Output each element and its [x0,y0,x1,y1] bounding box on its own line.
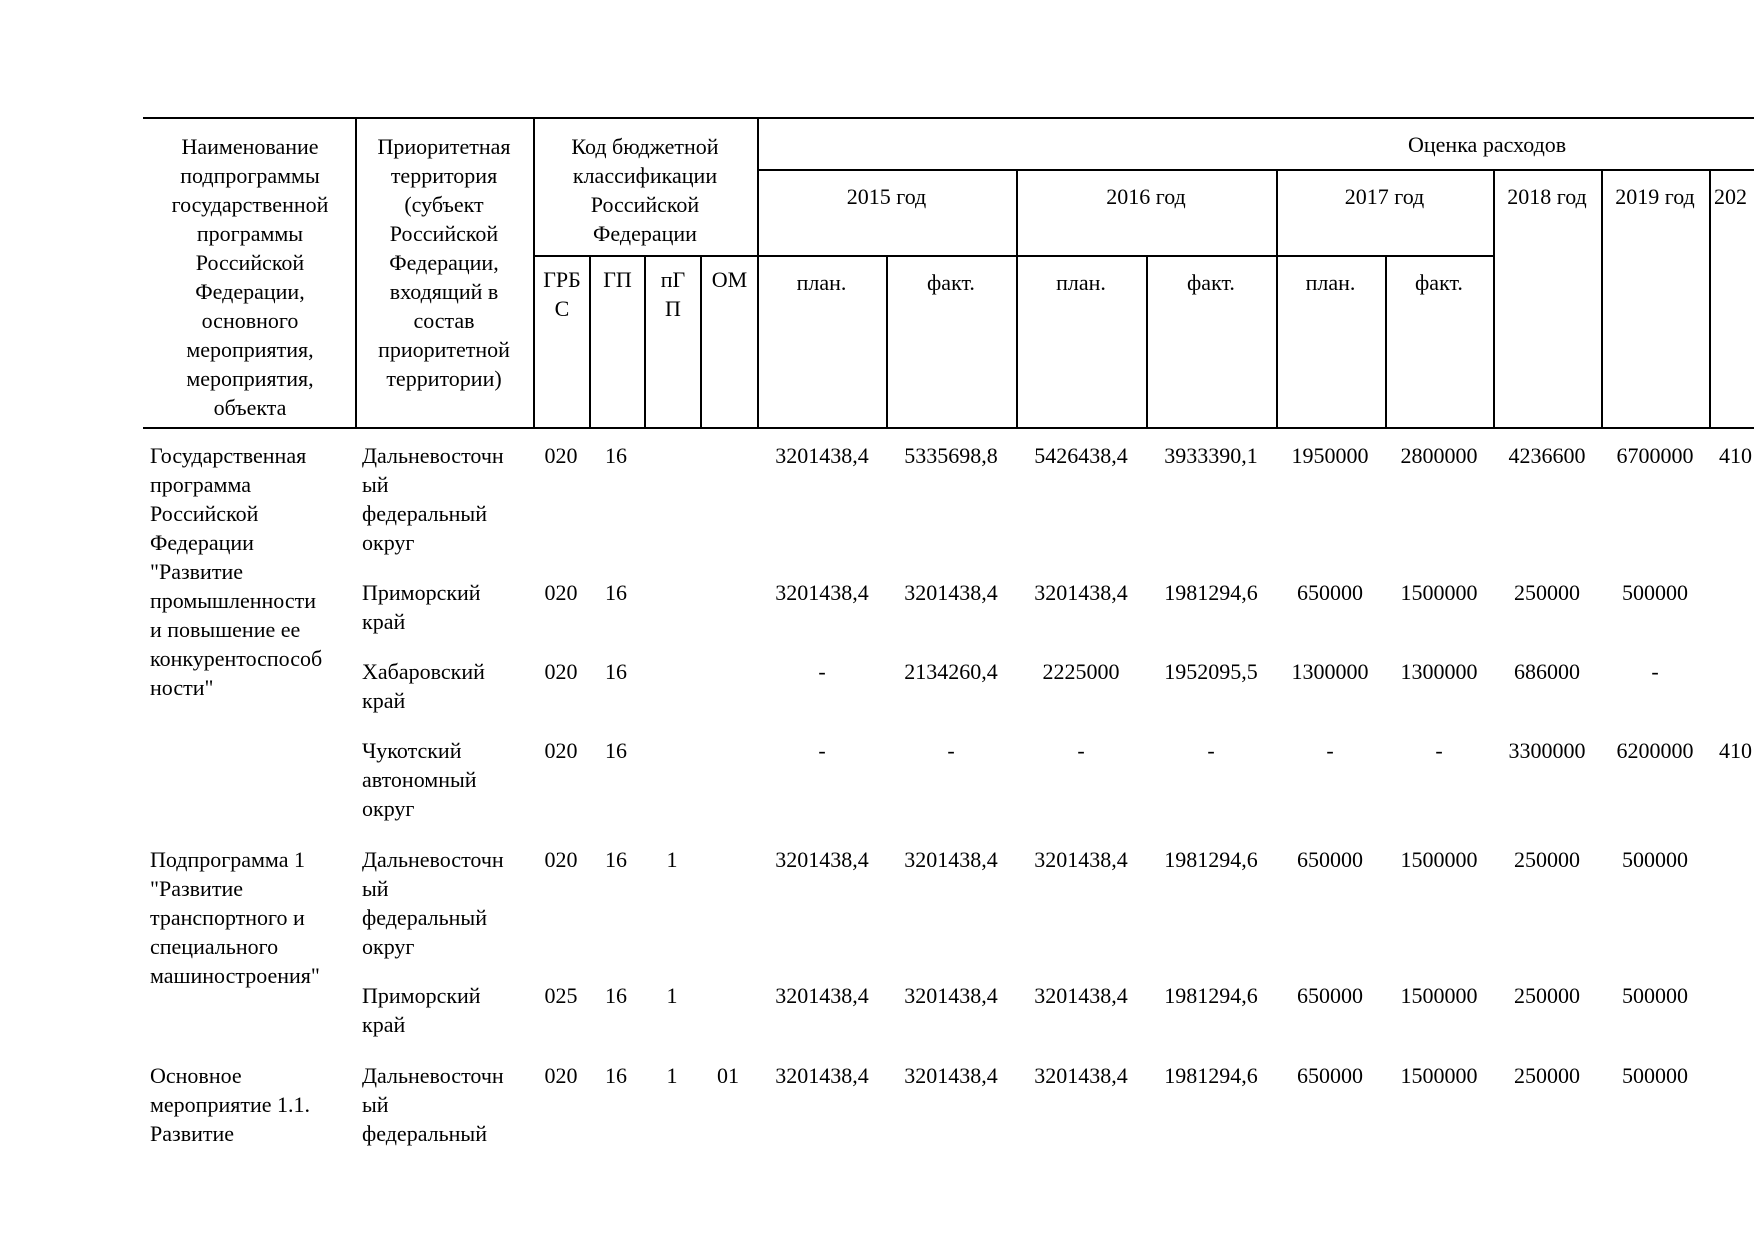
header-fact: факт. [1415,270,1463,295]
row-territory: Приморский край [362,580,481,634]
row-value: 3201438,4 [904,580,998,605]
row-value: 1500000 [1400,847,1478,872]
row-value: 3201438,4 [775,847,869,872]
row-value: 3201438,4 [1034,847,1128,872]
row-value: - [1077,738,1085,763]
header-code-pgp: пГ П [660,267,686,321]
row-value: 3201438,4 [775,580,869,605]
header-plan: план. [796,270,847,295]
row-value: 3201438,4 [904,847,998,872]
group-name: Государственная программа Российской Федерации "Развитие промышленности и повышение ее конкурентоспособ ности" [150,443,323,700]
header-code-grbs: ГРБ С [543,267,581,321]
row-value: 650000 [1297,847,1363,872]
header-code-gp: ГП [603,267,632,292]
row-value: 500000 [1622,847,1688,872]
group-name: Основное мероприятие 1.1. Развитие [150,1063,311,1146]
row-code: 16 [605,738,627,763]
row-value: - [947,738,955,763]
header-bottom-border [143,427,1754,429]
header-year-2020: 202 [1714,184,1747,209]
row-value: - [818,738,826,763]
row-value: - [1207,738,1215,763]
row-value: 410 [1719,738,1752,763]
row-code: 020 [544,847,578,872]
row-value: 3201438,4 [1034,580,1128,605]
row-code: 16 [605,443,627,468]
row-value: - [818,659,826,684]
table-top-border [143,117,1754,119]
header-year-2018: 2018 год [1507,184,1587,209]
year-header-rule [757,255,1494,257]
row-value: 3300000 [1508,738,1586,763]
row-value: 650000 [1297,1063,1363,1088]
row-value: - [1435,738,1443,763]
row-value: 500000 [1622,1063,1688,1088]
row-value: 3201438,4 [775,443,869,468]
row-value: 1300000 [1400,659,1478,684]
row-value: 2225000 [1042,659,1120,684]
group-name: Подпрограмма 1 "Развитие транспортного и специального машиностроения" [150,847,320,988]
header-code-om: ОМ [711,267,748,292]
header-fact: факт. [927,270,975,295]
row-value: 1952095,5 [1164,659,1258,684]
row-territory: Приморский край [362,983,481,1037]
header-year-2017: 2017 год [1344,184,1425,209]
row-code: 025 [544,983,578,1008]
row-code: 1 [666,1063,678,1088]
header-territory: Приоритетная территория (субъект Российской Федерации, входящий в состав приоритетной территории) [377,134,511,391]
row-value: 2800000 [1400,443,1478,468]
row-territory: Дальневосточн ый федеральный [362,1063,504,1146]
row-territory: Дальневосточн ый федеральный округ [362,443,504,555]
row-value: 500000 [1622,580,1688,605]
row-value: 5335698,8 [904,443,998,468]
row-value: 3201438,4 [904,1063,998,1088]
row-value: 1500000 [1400,983,1478,1008]
row-value: 1981294,6 [1164,847,1258,872]
row-value: 686000 [1514,659,1580,684]
header-year-2015: 2015 год [846,184,927,209]
row-value: 1500000 [1400,1063,1478,1088]
header-plan: план. [1305,270,1356,295]
row-territory: Чукотский автономный округ [362,738,477,821]
row-value: 250000 [1514,1063,1580,1088]
row-value: 250000 [1514,847,1580,872]
row-value: 3201438,4 [904,983,998,1008]
row-value: 4236600 [1508,443,1586,468]
row-value: 3201438,4 [775,983,869,1008]
row-value: 250000 [1514,983,1580,1008]
col-divider [1709,169,1711,427]
row-code: 020 [544,659,578,684]
row-code: 16 [605,983,627,1008]
row-value: 1950000 [1291,443,1369,468]
row-value: 650000 [1297,983,1363,1008]
row-value: 1981294,6 [1164,983,1258,1008]
row-value: 1300000 [1291,659,1369,684]
row-value: 3201438,4 [1034,1063,1128,1088]
row-value: 500000 [1622,983,1688,1008]
row-value: 3201438,4 [1034,983,1128,1008]
subheader-rule [757,169,1754,171]
row-value: 6700000 [1616,443,1694,468]
row-code: 16 [605,1063,627,1088]
header-budget-code: Код бюджетной классификации Российской Федерации [571,134,719,246]
row-code: 16 [605,847,627,872]
row-value: 6200000 [1616,738,1694,763]
row-value: 3933390,1 [1164,443,1258,468]
row-value: 1981294,6 [1164,1063,1258,1088]
row-value: - [1651,659,1659,684]
row-code: 020 [544,1063,578,1088]
row-value: 1500000 [1400,580,1478,605]
row-code: 16 [605,659,627,684]
row-code: 1 [666,983,678,1008]
row-code: 020 [544,580,578,605]
row-code: 020 [544,738,578,763]
row-value: 5426438,4 [1034,443,1128,468]
row-value: 2134260,4 [904,659,998,684]
row-value: - [1326,738,1334,763]
header-name: Наименование подпрограммы государственной программы Российской Федерации, основного мероприятия, мероприятия, объекта [171,134,329,420]
row-value: 1981294,6 [1164,580,1258,605]
header-year-2019: 2019 год [1615,184,1695,209]
row-code: 020 [544,443,578,468]
row-value: 3201438,4 [775,1063,869,1088]
row-code: 01 [717,1063,739,1088]
header-fact: факт. [1187,270,1235,295]
row-territory: Хабаровский край [362,659,485,713]
header-year-2016: 2016 год [1106,184,1186,209]
row-code: 16 [605,580,627,605]
row-territory: Дальневосточн ый федеральный округ [362,847,504,959]
row-value: 250000 [1514,580,1580,605]
header-expense-estimate: Оценка расходов [1408,132,1567,157]
header-plan: план. [1056,270,1106,295]
row-value: 650000 [1297,580,1363,605]
row-value: 410 [1719,443,1752,468]
row-code: 1 [666,847,678,872]
